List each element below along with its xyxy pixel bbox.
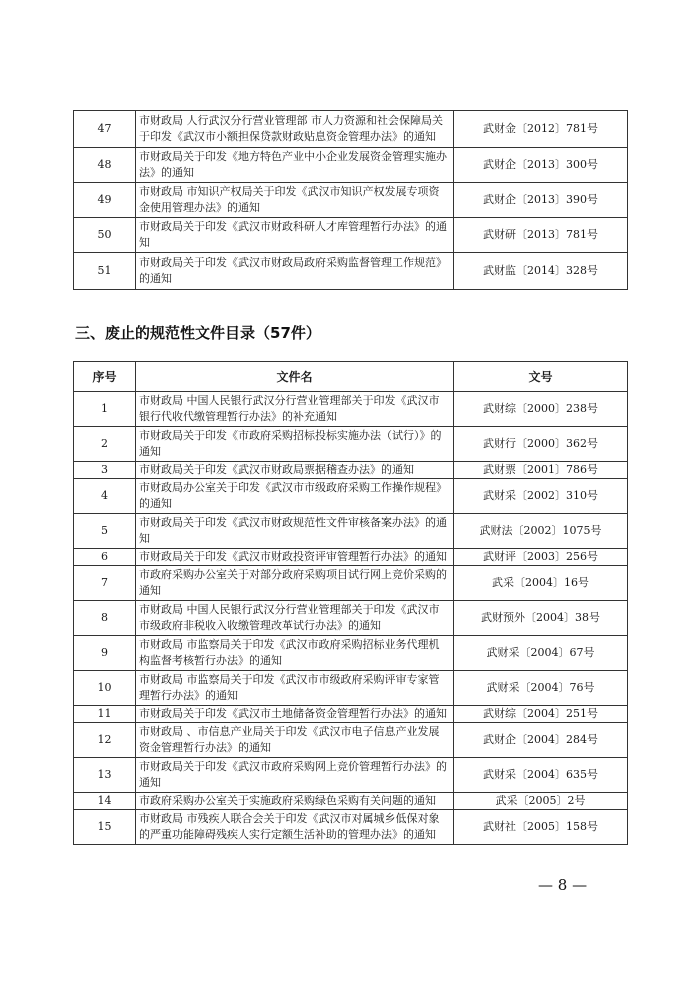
table-row: [74, 601, 628, 636]
document-number: 武财采〔2004〕635号: [454, 758, 628, 793]
document-number: 武财综〔2000〕238号: [454, 392, 628, 427]
document-number: 武财金〔2012〕781号: [454, 111, 628, 148]
row-number: 51: [74, 253, 136, 290]
document-title: 市财政局关于印发《武汉市财政科研人才库管理暂行办法》的通知: [136, 218, 454, 253]
document-title: 市财政局关于印发《市政府采购招标投标实施办法（试行）》的通知: [136, 427, 454, 462]
row-number: 50: [74, 218, 136, 253]
document-number: 武财法〔2002〕1075号: [454, 514, 628, 549]
document-number: 武采〔2004〕16号: [454, 566, 628, 601]
table-row: [74, 148, 628, 183]
row-number: 49: [74, 183, 136, 218]
document-number: 武财行〔2000〕362号: [454, 427, 628, 462]
document-title: 市政府采购办公室关于对部分政府采购项目试行网上竞价采购的通知: [136, 566, 454, 601]
table-row: [74, 111, 628, 148]
row-number: 6: [74, 549, 136, 566]
table-row: [74, 514, 628, 549]
document-number: 武财预外〔2004〕38号: [454, 601, 628, 636]
row-number: 2: [74, 427, 136, 462]
repealed-documents-table: [73, 361, 628, 845]
row-number: 8: [74, 601, 136, 636]
continued-table-body: [74, 111, 628, 290]
table-row: [74, 392, 628, 427]
document-title: 市财政局 人行武汉分行营业管理部 市人力资源和社会保障局关于印发《武汉市小额担保贷款财政贴息资金管理办法》的通知: [136, 111, 454, 148]
document-title: 市财政局 市知识产权局关于印发《武汉市知识产权发展专项资金使用管理办法》的通知: [136, 183, 454, 218]
document-title: 市财政局 、市信息产业局关于印发《武汉市电子信息产业发展资金管理暂行办法》的通知: [136, 723, 454, 758]
section-heading: 三、废止的规范性文件目录（57件）: [75, 324, 321, 342]
document-number: 武财监〔2014〕328号: [454, 253, 628, 290]
table-row: [74, 253, 628, 290]
row-number: 1: [74, 392, 136, 427]
row-number: 4: [74, 479, 136, 514]
table-row: [74, 810, 628, 845]
document-title: 市政府采购办公室关于实施政府采购绿色采购有关问题的通知: [136, 793, 454, 810]
document-number: 武财企〔2013〕390号: [454, 183, 628, 218]
document-number: 武财采〔2004〕76号: [454, 671, 628, 706]
document-title: 市财政局 中国人民银行武汉分行营业管理部关于印发《武汉市市级政府非税收入收缴管理改革试行办法》的通知: [136, 601, 454, 636]
document-title: 市财政局关于印发《武汉市政府采购网上竞价管理暂行办法》的通知: [136, 758, 454, 793]
table-row: [74, 479, 628, 514]
table-row: [74, 183, 628, 218]
document-number: 武财采〔2004〕67号: [454, 636, 628, 671]
row-number: 14: [74, 793, 136, 810]
table-row: [74, 462, 628, 479]
document-number: 武财评〔2003〕256号: [454, 549, 628, 566]
table-row: [74, 566, 628, 601]
table-row: [74, 706, 628, 723]
row-number: 48: [74, 148, 136, 183]
row-number: 10: [74, 671, 136, 706]
row-number: 12: [74, 723, 136, 758]
document-number: 武财综〔2004〕251号: [454, 706, 628, 723]
document-number: 武财研〔2013〕781号: [454, 218, 628, 253]
document-title: 市财政局 市监察局关于印发《武汉市政府采购招标业务代理机构监督考核暂行办法》的通知: [136, 636, 454, 671]
document-title: 市财政局 市残疾人联合会关于印发《武汉市对属城乡低保对象的严重功能障碍残疾人实行定额生活补助的管理办法》的通知: [136, 810, 454, 845]
table-row: [74, 671, 628, 706]
document-title: 市财政局关于印发《武汉市财政投资评审管理暂行办法》的通知: [136, 549, 454, 566]
row-number: 7: [74, 566, 136, 601]
row-number: 9: [74, 636, 136, 671]
table-row: [74, 549, 628, 566]
document-number: 武财社〔2005〕158号: [454, 810, 628, 845]
table-row: [74, 723, 628, 758]
table-row: [74, 793, 628, 810]
row-number: 47: [74, 111, 136, 148]
document-number: 武采〔2005〕2号: [454, 793, 628, 810]
header-no: 序号: [74, 362, 136, 392]
row-number: 5: [74, 514, 136, 549]
document-title: 市财政局关于印发《武汉市财政局票据稽查办法》的通知: [136, 462, 454, 479]
table-header-row: [74, 362, 628, 392]
table-row: [74, 218, 628, 253]
repealed-table-body: [74, 392, 628, 845]
header-title: 文件名: [136, 362, 454, 392]
document-number: 武财企〔2004〕284号: [454, 723, 628, 758]
row-number: 13: [74, 758, 136, 793]
document-number: 武财企〔2013〕300号: [454, 148, 628, 183]
document-title: 市财政局关于印发《地方特色产业中小企业发展资金管理实施办法》的通知: [136, 148, 454, 183]
row-number: 11: [74, 706, 136, 723]
document-title: 市财政局 市监察局关于印发《武汉市市级政府采购评审专家管理暂行办法》的通知: [136, 671, 454, 706]
header-doc-no: 文号: [454, 362, 628, 392]
document-title: 市财政局 中国人民银行武汉分行营业管理部关于印发《武汉市银行代收代缴管理暂行办法》的补充通知: [136, 392, 454, 427]
table-row: [74, 427, 628, 462]
document-title: 市财政局关于印发《武汉市财政局政府采购监督管理工作规范》的通知: [136, 253, 454, 290]
document-number: 武财采〔2002〕310号: [454, 479, 628, 514]
document-number: 武财票〔2001〕786号: [454, 462, 628, 479]
table-row: [74, 636, 628, 671]
continued-table: [73, 110, 628, 290]
document-title: 市财政局关于印发《武汉市财政规范性文件审核备案办法》的通知: [136, 514, 454, 549]
table-row: [74, 758, 628, 793]
row-number: 3: [74, 462, 136, 479]
document-title: 市财政局办公室关于印发《武汉市市级政府采购工作操作规程》的通知: [136, 479, 454, 514]
row-number: 15: [74, 810, 136, 845]
document-title: 市财政局关于印发《武汉市土地储备资金管理暂行办法》的通知: [136, 706, 454, 723]
page-number: — 8 —: [538, 876, 588, 894]
